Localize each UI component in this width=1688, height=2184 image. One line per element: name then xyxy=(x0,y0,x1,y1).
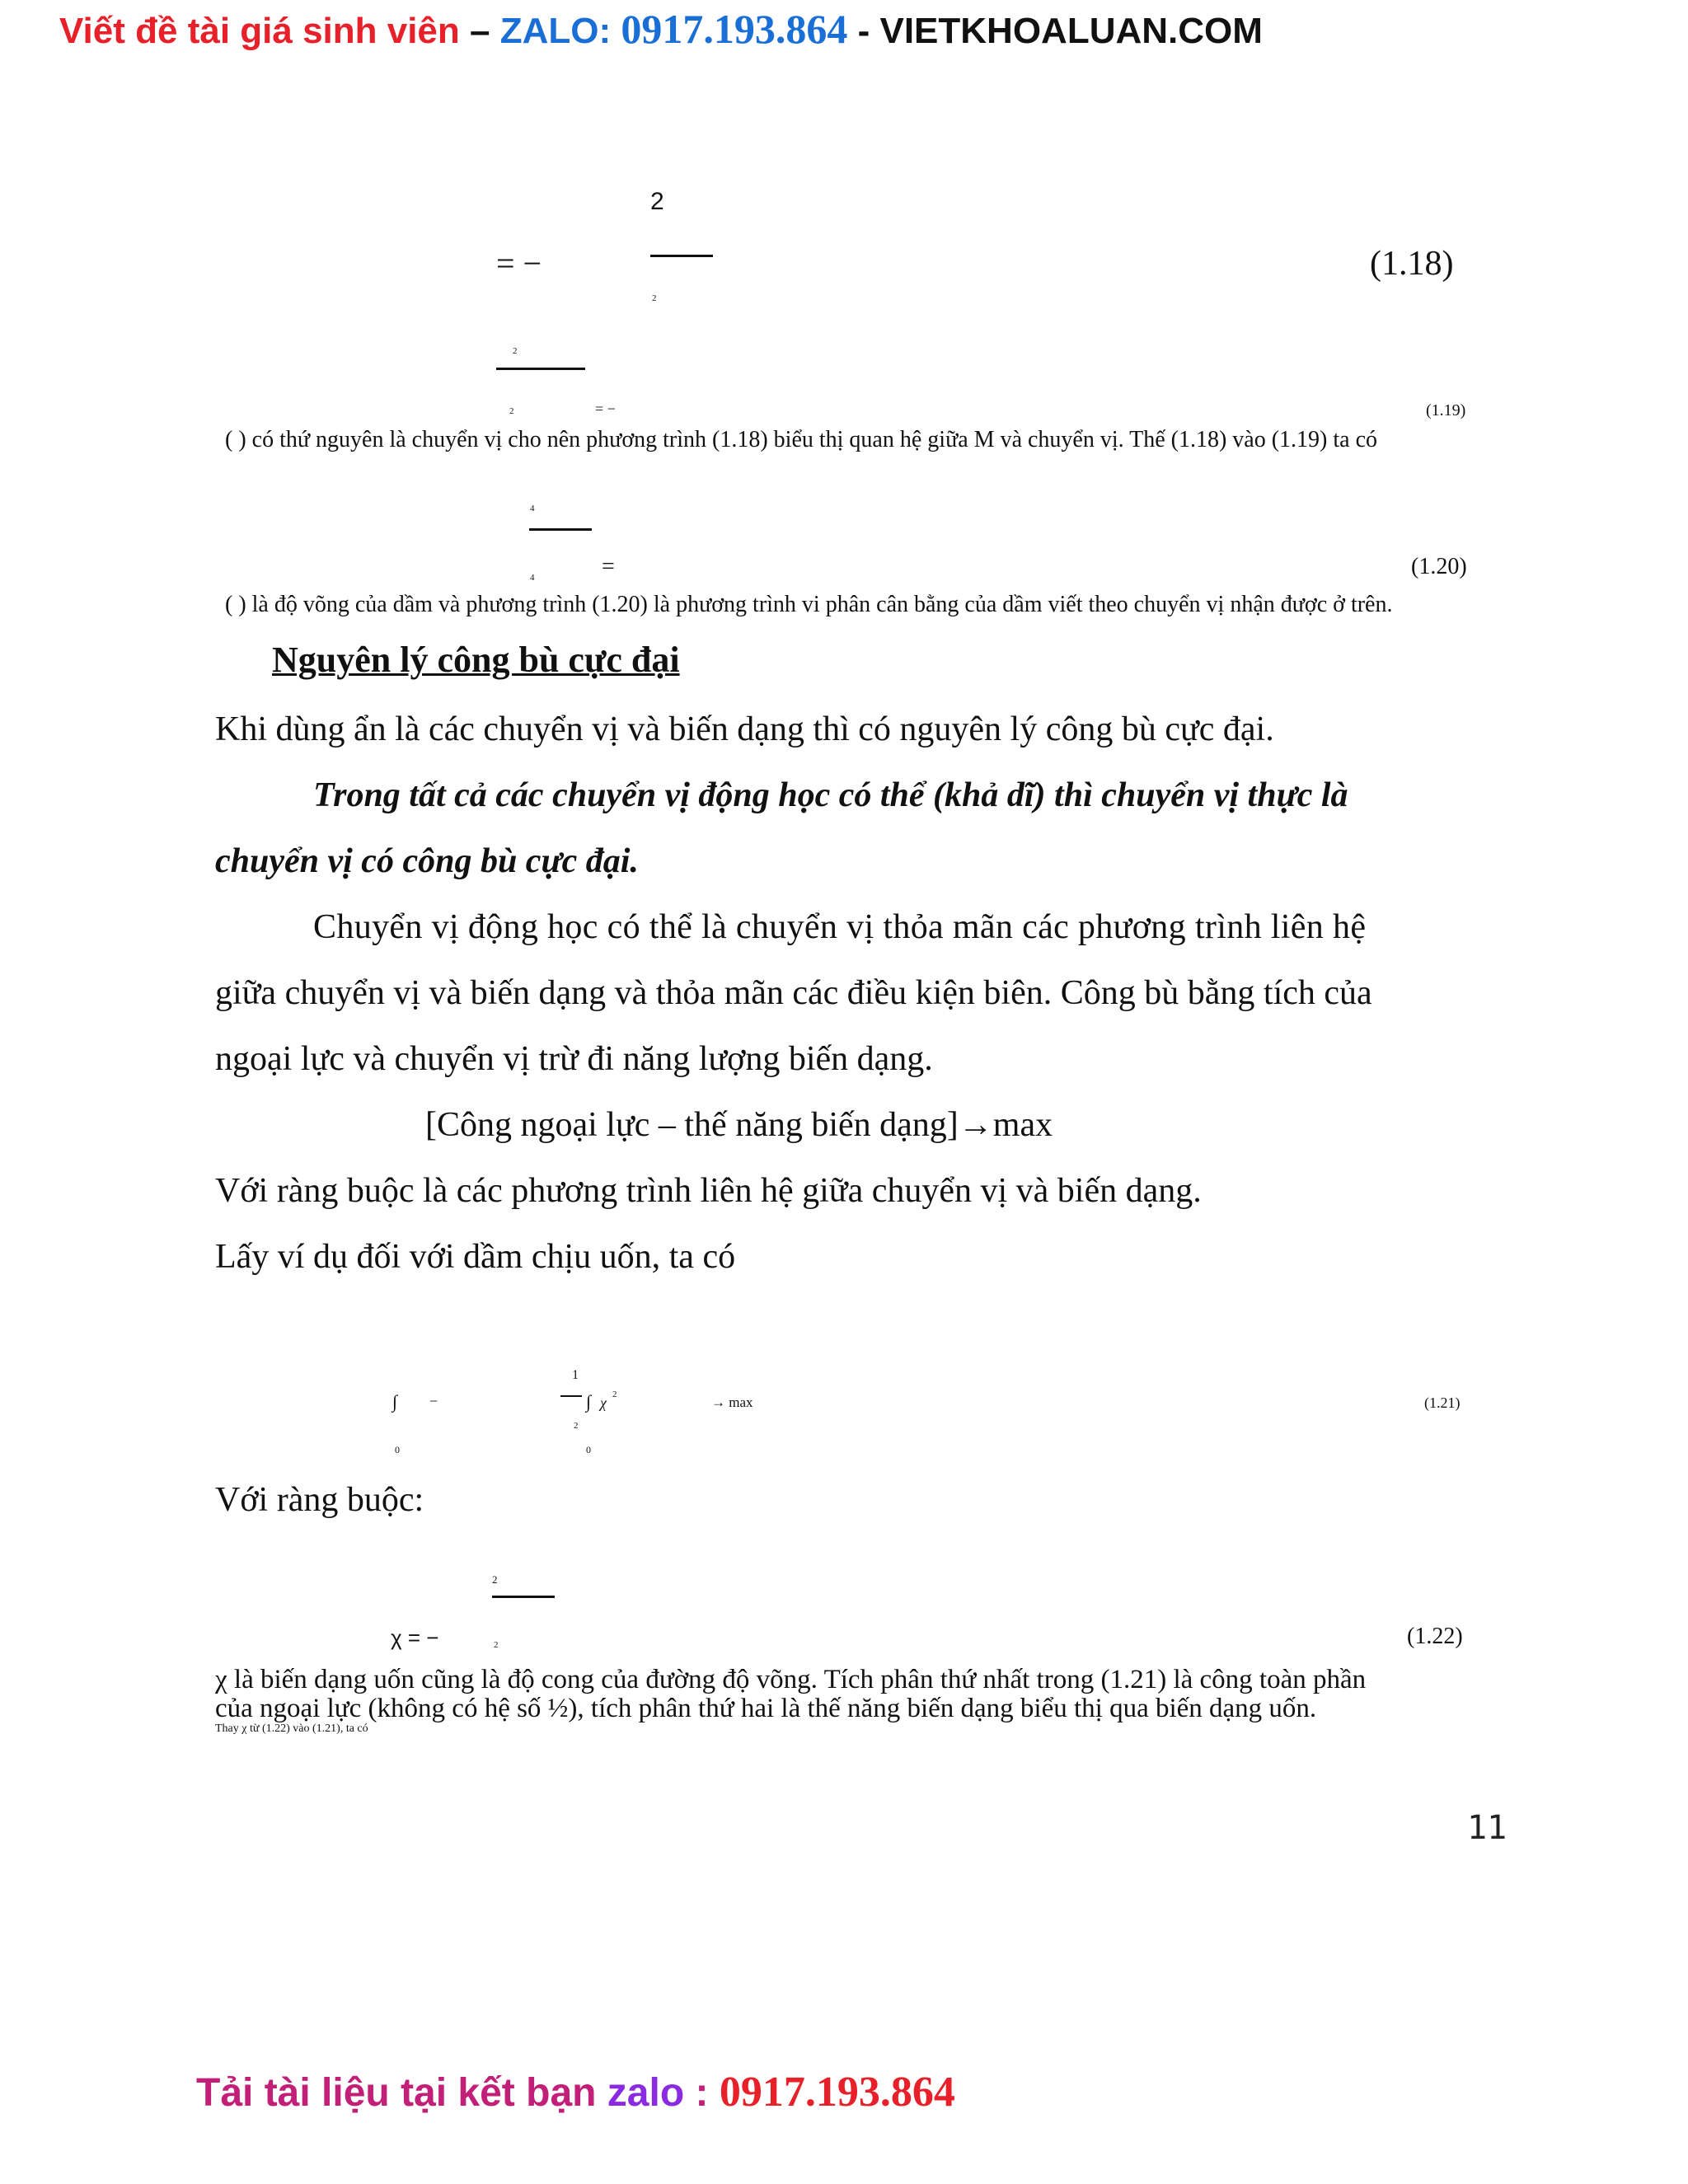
paragraph-definition-line-3: ngoại lực và chuyển vị trừ đi năng lượng biến dạng. xyxy=(215,1040,933,1078)
footer-text: Tải tài liệu tại kết bạn xyxy=(196,2071,607,2115)
eq-1-20-fraction-bar xyxy=(529,528,592,531)
eq-1-21-square: 2 xyxy=(612,1390,617,1399)
eq-1-18-fraction-bar xyxy=(650,255,713,257)
eq-1-22-fraction-bar xyxy=(492,1596,555,1598)
eq-1-22-caption-line-1: χ là biến dạng uốn cũng là độ cong của đường độ võng. Tích phân thứ nhất trong (1.21) là công toàn phần xyxy=(215,1665,1367,1694)
eq-1-18-den: 2 xyxy=(652,293,657,303)
section-heading: Nguyên lý công bù cực đại xyxy=(272,640,680,680)
principle-line-1: Trong tất cả các chuyển vị động học có thể (khả dĩ) thì chuyển vị thực là xyxy=(313,776,1348,814)
eq-1-20-den: 4 xyxy=(530,573,535,583)
footer-colon: : xyxy=(684,2071,720,2115)
eq-1-21-number: (1.21) xyxy=(1424,1394,1461,1411)
eq-1-18-lhs: = − xyxy=(496,245,542,282)
header-text: Viết đề tài giá sinh viên xyxy=(59,11,471,51)
constraint-label: Với ràng buộc: xyxy=(215,1481,424,1519)
footer-phone: 0917.193.864 xyxy=(719,2069,955,2116)
footer-banner xyxy=(196,2064,955,2121)
eq-1-22-den: 2 xyxy=(494,1640,499,1650)
paragraph-definition-line-2: giữa chuyển vị và biến dạng và thỏa mãn các điều kiện biên. Công bù bằng tích của xyxy=(215,974,1372,1012)
page-number: 11 xyxy=(1467,1809,1507,1847)
footer-zalo: zalo xyxy=(607,2071,685,2115)
eq-1-21-integral-2: ∫ xyxy=(586,1391,592,1412)
eq-1-19-den: 2 xyxy=(509,406,514,416)
eq-1-21-lower-1: 0 xyxy=(395,1444,400,1455)
header-zalo-label: ZALO: xyxy=(499,11,621,51)
paragraph-intro: Khi dùng ẩn là các chuyển vị và biến dạng thì có nguyên lý công bù cực đại. xyxy=(215,710,1274,748)
eq-1-19-number: (1.19) xyxy=(1426,401,1466,419)
header-banner xyxy=(59,3,1263,57)
eq-1-21-lower-2: 0 xyxy=(586,1444,591,1455)
eq-1-21-minus: − xyxy=(429,1393,438,1409)
eq-1-21-one: 1 xyxy=(572,1368,579,1382)
eq-1-21-two: 2 xyxy=(574,1421,579,1431)
eq-1-21-chi: χ xyxy=(600,1394,607,1411)
eq-1-19-caption: ( ) có thứ nguyên là chuyển vị cho nên phương trình (1.18) biểu thị quan hệ giữa M và chuyển vị. Thế (1.18) vào (1.19) ta có xyxy=(225,427,1378,452)
eq-1-20-rhs: = xyxy=(602,554,615,579)
eq-1-21-integral-1: ∫ xyxy=(392,1391,398,1412)
eq-1-20-num: 4 xyxy=(530,504,535,513)
eq-1-20-caption: ( ) là độ võng của dầm và phương trình (1.20) là phương trình vi phân cân bằng của dầm viết theo chuyển vị nhận được ở trên. xyxy=(225,592,1393,617)
principle-line-2: chuyển vị có công bù cực đại. xyxy=(215,842,639,880)
eq-1-20-number: (1.20) xyxy=(1411,554,1467,579)
header-site: VIETKHOALUAN.COM xyxy=(879,11,1263,51)
eq-1-18-numerator: 2 xyxy=(650,188,664,215)
eq-1-21-fraction-bar xyxy=(560,1395,582,1397)
eq-1-22-number: (1.22) xyxy=(1407,1624,1463,1649)
eq-1-19-num: 2 xyxy=(513,346,518,356)
eq-1-22-lhs: χ = − xyxy=(391,1625,439,1650)
paragraph-constraint: Với ràng buộc là các phương trình liên hệ giữa chuyển vị và biến dạng. xyxy=(215,1172,1202,1210)
header-sep: - xyxy=(847,11,880,51)
eq-1-22-num: 2 xyxy=(492,1573,498,1586)
paragraph-definition-line-1: Chuyển vị động học có thể là chuyển vị thỏa mãn các phương trình liên hệ xyxy=(313,908,1367,946)
principle-formula: [Công ngoại lực – thế năng biến dạng]→max xyxy=(425,1106,1053,1144)
eq-1-18-number: (1.18) xyxy=(1370,245,1454,283)
paragraph-example: Lấy ví dụ đối với dầm chịu uốn, ta có xyxy=(215,1238,736,1276)
eq-1-22-caption-line-3: Thay χ từ (1.22) vào (1.21), ta có xyxy=(215,1722,368,1735)
eq-1-19-rhs: = − xyxy=(595,401,616,417)
header-phone: 0917.193.864 xyxy=(621,6,848,52)
eq-1-22-caption-line-2: của ngoại lực (không có hệ số ½), tích phân thứ hai là thế năng biến dạng biểu thị qua biến dạng uốn. xyxy=(215,1694,1317,1723)
eq-1-21-arrow-max: → max xyxy=(711,1394,753,1410)
eq-1-19-fraction-bar xyxy=(496,368,585,370)
header-dash: – xyxy=(470,11,500,51)
